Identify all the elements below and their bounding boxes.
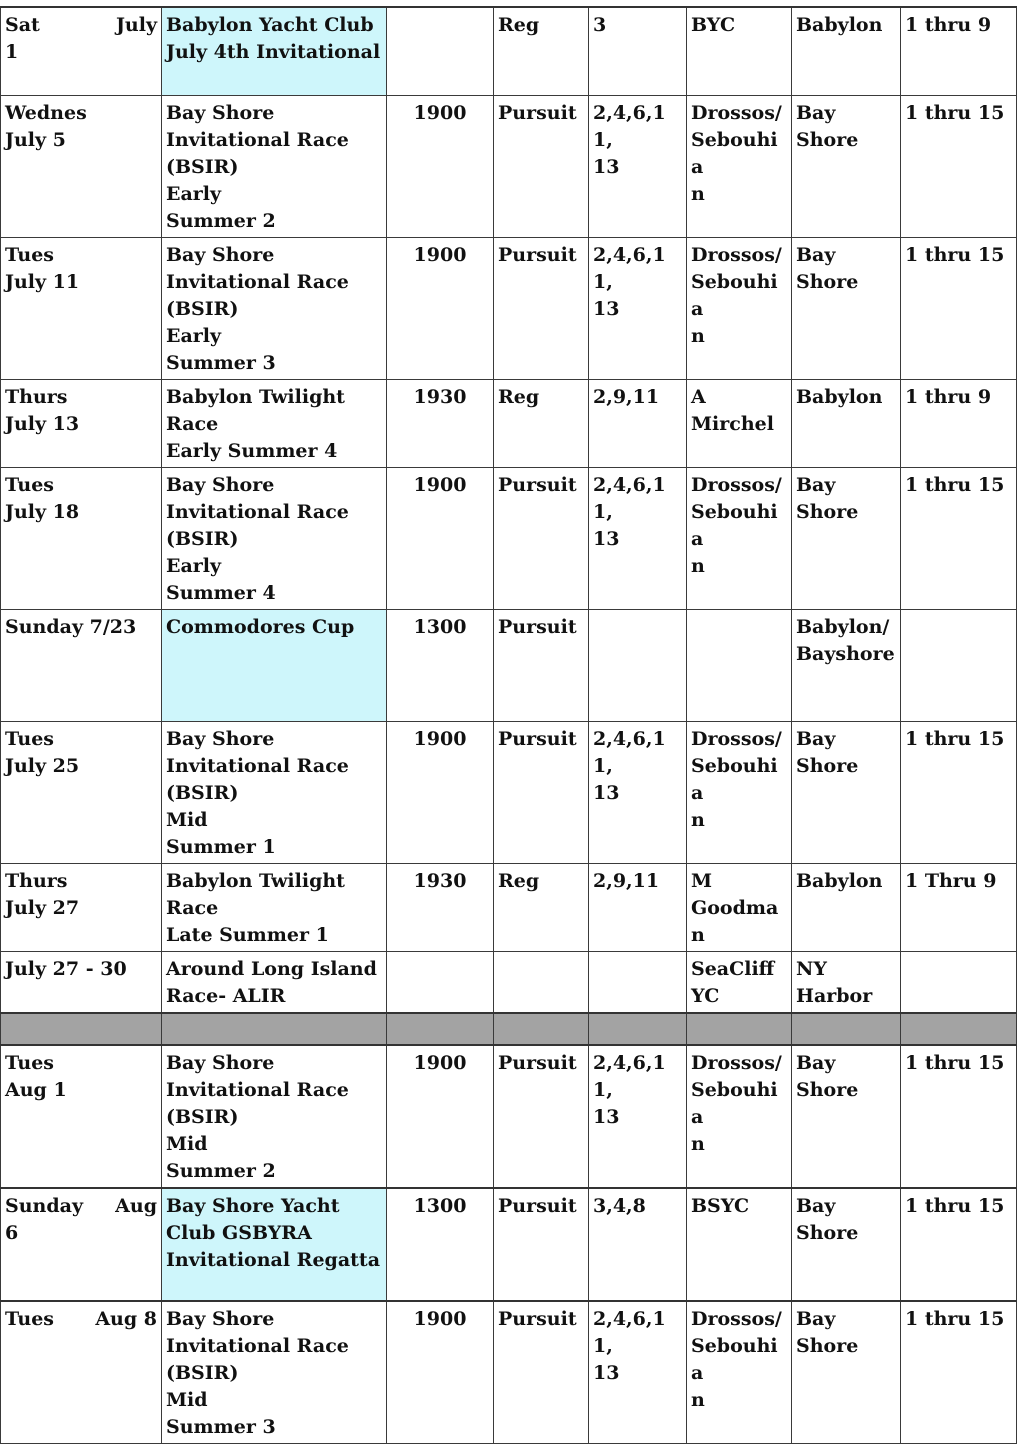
schedule-row xyxy=(1,379,1017,467)
schedule-row xyxy=(1,721,1017,863)
venue-cell: NY Harbor xyxy=(792,951,901,1013)
date-day: Sunday xyxy=(5,1194,83,1217)
venue-cell: Babylon xyxy=(792,7,901,95)
race-numbers-cell: 2,4,6,11, 13 xyxy=(589,1045,687,1188)
date-cell: Tues July 18 xyxy=(1,467,162,609)
start-time-cell: 1900 xyxy=(387,237,494,379)
venue-cell: Bay Shore xyxy=(792,95,901,237)
date-cell xyxy=(1,7,162,95)
race-numbers-cell: 3,4,8 xyxy=(589,1188,687,1301)
fleets-cell xyxy=(901,951,1017,1013)
fleets-cell: 1 thru 9 xyxy=(901,7,1017,95)
event-name-cell: Bay Shore Yacht Club GSBYRA Invitational Regatta xyxy=(162,1188,387,1301)
venue-cell: Babylon/ Bayshore xyxy=(792,609,901,721)
event-name-cell: Bay Shore Invitational Race (BSIR) Early Summer 4 xyxy=(162,467,387,609)
start-time-cell: 1300 xyxy=(387,609,494,721)
date-cell: Thurs July 13 xyxy=(1,379,162,467)
schedule-row xyxy=(1,609,1017,721)
date-line xyxy=(5,1306,157,1333)
date-cell: Tues Aug 1 xyxy=(1,1045,162,1188)
schedule-row xyxy=(1,951,1017,1013)
race-type-cell: Pursuit xyxy=(494,1188,589,1301)
start-time-cell: 1900 xyxy=(387,1045,494,1188)
schedule-row xyxy=(1,467,1017,609)
schedule-row xyxy=(1,1045,1017,1188)
date-number: 1 xyxy=(5,41,19,63)
race-officer-cell: BYC xyxy=(687,7,792,95)
race-numbers-cell: 2,9,11 xyxy=(589,379,687,467)
venue-cell: Bay Shore xyxy=(792,467,901,609)
date-cell: Tues July 25 xyxy=(1,721,162,863)
date-line xyxy=(5,12,157,39)
venue-cell: Babylon xyxy=(792,863,901,951)
fleets-cell: 1 thru 15 xyxy=(901,1301,1017,1444)
race-officer-cell: SeaCliff YC xyxy=(687,951,792,1013)
date-cell: July 27 - 30 xyxy=(1,951,162,1013)
venue-cell: Bay Shore xyxy=(792,1045,901,1188)
fleets-cell: 1 thru 9 xyxy=(901,379,1017,467)
race-numbers-cell: 2,4,6,11, 13 xyxy=(589,467,687,609)
date-cell xyxy=(1,1301,162,1444)
race-type-cell: Reg xyxy=(494,7,589,95)
separator-cell xyxy=(1,1013,162,1045)
venue-cell: Bay Shore xyxy=(792,1188,901,1301)
race-officer-cell: Drossos/ Sebouhia n xyxy=(687,1045,792,1188)
start-time-cell: 1930 xyxy=(387,379,494,467)
venue-cell: Bay Shore xyxy=(792,1301,901,1444)
date-number: 6 xyxy=(5,1221,19,1244)
venue-cell: Bay Shore xyxy=(792,237,901,379)
separator-cell xyxy=(687,1013,792,1045)
race-type-cell: Pursuit xyxy=(494,609,589,721)
fleets-cell: 1 thru 15 xyxy=(901,721,1017,863)
date-month: July xyxy=(115,14,157,36)
fleets-cell: 1 thru 15 xyxy=(901,95,1017,237)
schedule-row xyxy=(1,7,1017,95)
race-numbers-cell: 3 xyxy=(589,7,687,95)
race-type-cell: Pursuit xyxy=(494,95,589,237)
date-cell: Wednes July 5 xyxy=(1,95,162,237)
race-type-cell xyxy=(494,951,589,1013)
race-officer-cell: Drossos/ Sebouhia n xyxy=(687,237,792,379)
separator-cell xyxy=(494,1013,589,1045)
start-time-cell xyxy=(387,951,494,1013)
start-time-cell: 1900 xyxy=(387,1301,494,1444)
schedule-row xyxy=(1,1301,1017,1444)
race-officer-cell: M Goodma n xyxy=(687,863,792,951)
schedule-row xyxy=(1,237,1017,379)
start-time-cell: 1900 xyxy=(387,467,494,609)
race-numbers-cell: 2,4,6,11, 13 xyxy=(589,1301,687,1444)
event-name-cell: Commodores Cup xyxy=(162,609,387,721)
race-officer-cell: Drossos/ Sebouhia n xyxy=(687,467,792,609)
fleets-cell: 1 thru 15 xyxy=(901,1045,1017,1188)
date-month: Aug xyxy=(115,1194,157,1217)
date-cell: Thurs July 27 xyxy=(1,863,162,951)
race-officer-cell xyxy=(687,609,792,721)
race-officer-cell: Drossos/ Sebouhia n xyxy=(687,721,792,863)
fleets-cell: 1 Thru 9 xyxy=(901,863,1017,951)
date-cell: Sunday 7/23 xyxy=(1,609,162,721)
fleets-cell: 1 thru 15 xyxy=(901,1188,1017,1301)
race-schedule-table xyxy=(0,6,1017,1444)
event-name-cell: Around Long Island Race- ALIR xyxy=(162,951,387,1013)
date-day: Tues xyxy=(5,1307,54,1330)
date-cell xyxy=(1,1188,162,1301)
fleets-cell xyxy=(901,609,1017,721)
race-type-cell: Reg xyxy=(494,379,589,467)
race-numbers-cell xyxy=(589,609,687,721)
month-separator-row xyxy=(1,1013,1017,1045)
fleets-cell: 1 thru 15 xyxy=(901,237,1017,379)
start-time-cell xyxy=(387,7,494,95)
race-officer-cell: BSYC xyxy=(687,1188,792,1301)
event-name-cell: Babylon Yacht Club July 4th Invitational xyxy=(162,7,387,95)
race-type-cell: Pursuit xyxy=(494,467,589,609)
start-time-cell: 1930 xyxy=(387,863,494,951)
start-time-cell: 1300 xyxy=(387,1188,494,1301)
start-time-cell: 1900 xyxy=(387,721,494,863)
separator-cell xyxy=(589,1013,687,1045)
event-name-cell: Bay Shore Invitational Race (BSIR) Mid Summer 2 xyxy=(162,1045,387,1188)
race-type-cell: Pursuit xyxy=(494,721,589,863)
venue-cell: Babylon xyxy=(792,379,901,467)
race-numbers-cell: 2,4,6,11, 13 xyxy=(589,95,687,237)
separator-cell xyxy=(901,1013,1017,1045)
race-officer-cell: Drossos/ Sebouhia n xyxy=(687,1301,792,1444)
race-type-cell: Pursuit xyxy=(494,1301,589,1444)
race-numbers-cell: 2,4,6,11, 13 xyxy=(589,721,687,863)
race-type-cell: Reg xyxy=(494,863,589,951)
event-name-cell: Bay Shore Invitational Race (BSIR) Early Summer 2 xyxy=(162,95,387,237)
schedule-row xyxy=(1,1188,1017,1301)
race-numbers-cell xyxy=(589,951,687,1013)
race-officer-cell: Drossos/ Sebouhia n xyxy=(687,95,792,237)
date-day: Sat xyxy=(5,14,40,36)
date-line xyxy=(5,1193,157,1220)
separator-cell xyxy=(162,1013,387,1045)
race-type-cell: Pursuit xyxy=(494,1045,589,1188)
fleets-cell: 1 thru 15 xyxy=(901,467,1017,609)
start-time-cell: 1900 xyxy=(387,95,494,237)
event-name-cell: Babylon Twilight Race Early Summer 4 xyxy=(162,379,387,467)
schedule-row xyxy=(1,863,1017,951)
separator-cell xyxy=(387,1013,494,1045)
date-cell: Tues July 11 xyxy=(1,237,162,379)
separator-cell xyxy=(792,1013,901,1045)
event-name-cell: Bay Shore Invitational Race (BSIR) Early Summer 3 xyxy=(162,237,387,379)
event-name-cell: Bay Shore Invitational Race (BSIR) Mid Summer 3 xyxy=(162,1301,387,1444)
race-type-cell: Pursuit xyxy=(494,237,589,379)
event-name-cell: Babylon Twilight Race Late Summer 1 xyxy=(162,863,387,951)
date-month: Aug 8 xyxy=(95,1307,157,1330)
race-officer-cell: A Mirchel xyxy=(687,379,792,467)
event-name-cell: Bay Shore Invitational Race (BSIR) Mid Summer 1 xyxy=(162,721,387,863)
venue-cell: Bay Shore xyxy=(792,721,901,863)
race-numbers-cell: 2,9,11 xyxy=(589,863,687,951)
race-numbers-cell: 2,4,6,11, 13 xyxy=(589,237,687,379)
schedule-row xyxy=(1,95,1017,237)
